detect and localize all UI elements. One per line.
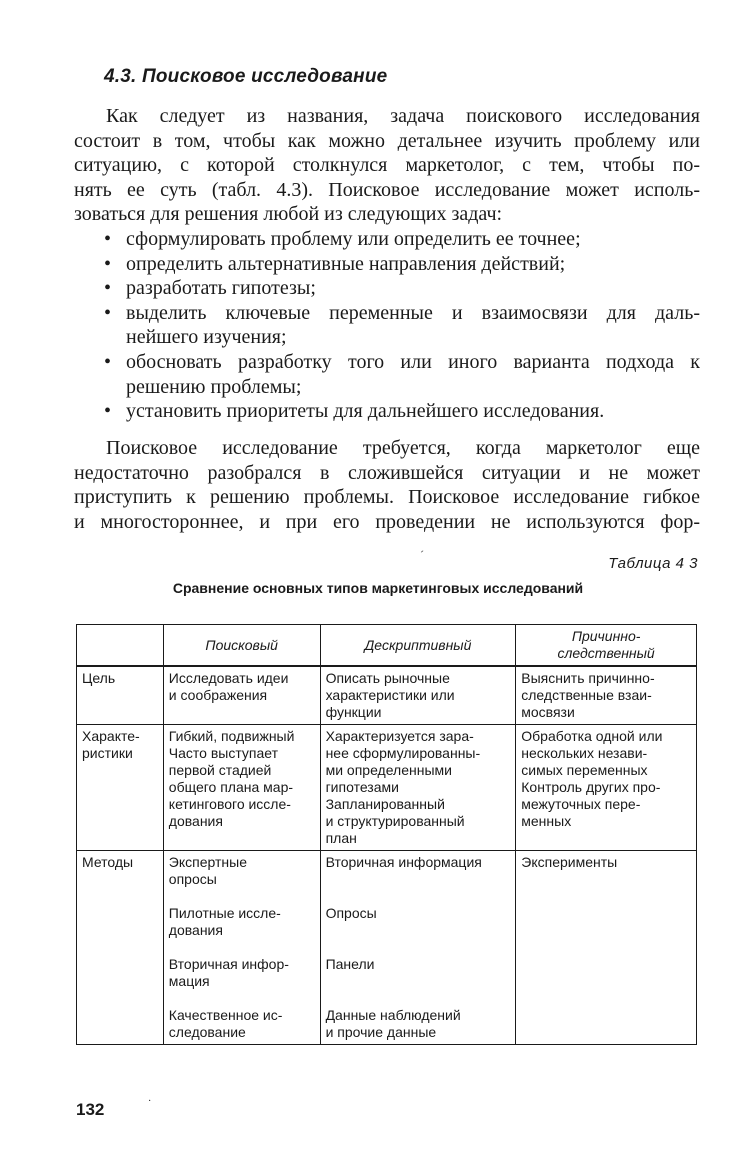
cell-line xyxy=(326,990,511,1007)
page-number: 132 xyxy=(76,1100,105,1119)
cell-line: опросы xyxy=(168,871,217,887)
cell-line: Выяснить причинно- xyxy=(521,670,655,686)
cell-line: межуточных пере- xyxy=(521,796,641,812)
comparison-table xyxy=(76,624,697,1045)
cell-line: и структурированный xyxy=(325,813,465,829)
table-cell xyxy=(163,725,320,851)
cell-line: дования xyxy=(168,813,223,829)
paragraph-line: нять ее суть (табл. 4.3). Поисковое исследование может исполь- xyxy=(74,178,700,201)
table-row xyxy=(77,725,697,851)
cell-line xyxy=(326,973,511,990)
stray-mark-icon: ´ xyxy=(420,548,424,562)
cell-line: Обработка одной или xyxy=(521,728,663,744)
cell-line: Панели xyxy=(325,956,375,972)
table-title: Сравнение основных типов маркетинговых исследований xyxy=(172,580,584,596)
bullet-icon: • xyxy=(104,277,112,300)
cell-line: мосвязи xyxy=(521,704,575,720)
paragraph-line: ситуацию, с которой столкнулся маркетолог, с тем, чтобы по- xyxy=(74,154,700,177)
table-cell xyxy=(516,725,697,851)
cell-line: следование xyxy=(168,1024,246,1040)
cell-line: Вторичная инфор- xyxy=(168,956,289,972)
table-row xyxy=(77,666,697,725)
table-cell xyxy=(77,851,164,1045)
cell-line: функции xyxy=(325,704,382,720)
cell-line: ми определенными xyxy=(325,762,452,778)
cell-line: Исследовать идеи xyxy=(168,670,289,686)
table-cell xyxy=(163,666,320,725)
cell-line: общего плана мар- xyxy=(168,779,294,795)
header-line: следственный xyxy=(557,645,655,661)
list-item xyxy=(74,350,700,399)
table-cell xyxy=(320,666,516,725)
paragraph-exploratory xyxy=(74,436,700,534)
paragraph-line: приступить к решению проблемы. Поисковое исследование гибкое xyxy=(74,486,700,509)
cell-line: и прочие данные xyxy=(325,1024,437,1040)
header-line: Дескриптивный xyxy=(364,636,472,653)
cell-line xyxy=(326,939,511,956)
cell-line: Методы xyxy=(82,854,134,870)
list-item xyxy=(74,227,700,252)
cell-line: менных xyxy=(521,813,572,829)
bullet-icon: • xyxy=(104,350,112,373)
paragraph-line: и многостороннее, и при его проведении не используются фор- xyxy=(74,510,700,533)
cell-line: и соображения xyxy=(168,687,268,703)
list-item-text: обосновать разработку того или иного варианта подхода к xyxy=(126,350,700,373)
list-item-text: определить альтернативные направления действий; xyxy=(126,252,566,275)
table-cell xyxy=(320,851,516,1045)
cell-line: кетингового иссле- xyxy=(168,796,291,812)
list-item-text: выделить ключевые переменные и взаимосвязи для даль- xyxy=(126,301,700,324)
table-cell xyxy=(516,666,697,725)
table-header-cell xyxy=(320,625,516,667)
cell-line xyxy=(326,888,511,905)
stray-dot-icon: · xyxy=(148,1096,152,1107)
cell-line: Пилотные иссле- xyxy=(168,905,281,921)
bullet-icon: • xyxy=(104,252,112,275)
table-cell xyxy=(320,725,516,851)
cell-line xyxy=(169,888,315,905)
task-list xyxy=(74,227,700,424)
paragraph-line: зоваться для решения любой из следующих задач: xyxy=(74,203,503,226)
cell-line: Характе- xyxy=(82,728,140,744)
header-line: Причинно- xyxy=(571,628,641,644)
cell-line: Характеризуется зара- xyxy=(325,728,474,744)
cell-line: гипотезами xyxy=(325,779,399,795)
cell-line: Цель xyxy=(82,670,116,686)
cell-line: Экспертные xyxy=(168,854,247,870)
cell-line: Контроль других про- xyxy=(521,779,661,795)
cell-line: первой стадией xyxy=(168,762,272,778)
cell-line: Запланированный xyxy=(325,796,445,812)
table-header-row xyxy=(77,625,697,667)
list-item-text: установить приоритеты для дальнейшего исследования. xyxy=(126,400,605,423)
section-heading: 4.3. Поисковое исследование xyxy=(104,66,388,87)
cell-line: план xyxy=(325,830,357,846)
list-item-text: разработать гипотезы; xyxy=(126,277,316,300)
cell-line: дования xyxy=(168,922,223,938)
cell-line xyxy=(326,871,511,888)
paragraph-intro xyxy=(74,104,700,227)
cell-line: Часто выступает xyxy=(168,745,279,761)
cell-line: Эксперименты xyxy=(521,854,618,870)
list-item-text: решению проблемы; xyxy=(126,375,302,398)
list-item xyxy=(74,276,700,301)
table-row xyxy=(77,851,697,1045)
cell-line: Гибкий, подвижный xyxy=(168,728,295,744)
cell-line: следственные взаи- xyxy=(521,687,652,703)
list-item xyxy=(74,301,700,350)
bullet-icon: • xyxy=(104,400,112,423)
list-item-text: сформулировать проблему или определить ее точнее; xyxy=(126,228,581,250)
table-cell xyxy=(77,666,164,725)
table-caption: Таблица 4 3 xyxy=(608,555,698,572)
cell-line xyxy=(169,939,315,956)
cell-line: Вторичная информация xyxy=(325,854,482,870)
list-item-text: нейшего изучения; xyxy=(126,326,287,349)
cell-line: нескольких незави- xyxy=(521,745,648,761)
paragraph-line: состоит в том, чтобы как можно детальнее изучить проблему или xyxy=(74,129,700,152)
paragraph-line: Поисковое исследование требуется, когда маркетолог еще xyxy=(106,437,700,459)
cell-line xyxy=(169,990,315,1007)
cell-line: нее сформулированны- xyxy=(325,745,481,761)
cell-line: ристики xyxy=(82,745,133,761)
list-item xyxy=(74,252,700,277)
cell-line: характеристики или xyxy=(325,687,455,703)
paragraph-line: недостаточно разобрался в сложившейся ситуации и не может xyxy=(74,461,700,484)
bullet-icon: • xyxy=(104,228,112,250)
table-cell xyxy=(163,851,320,1045)
paragraph-line: Как следует из названия, задача поискового исследования xyxy=(106,105,700,127)
cell-line: Данные наблюдений xyxy=(325,1007,461,1023)
table-cell xyxy=(516,851,697,1045)
table-header-cell xyxy=(77,625,164,667)
list-item xyxy=(74,399,700,424)
cell-line: Описать рыночные xyxy=(325,670,450,686)
table-cell xyxy=(77,725,164,851)
cell-line: симых переменных xyxy=(521,762,648,778)
table-header-cell: Поисковый xyxy=(163,625,320,667)
table-header-cell xyxy=(516,625,697,667)
bullet-icon: • xyxy=(104,301,112,324)
cell-line: Опросы xyxy=(325,905,377,921)
cell-line: Качественное ис- xyxy=(168,1007,283,1023)
cell-line: мация xyxy=(168,973,210,989)
cell-line xyxy=(326,922,511,939)
